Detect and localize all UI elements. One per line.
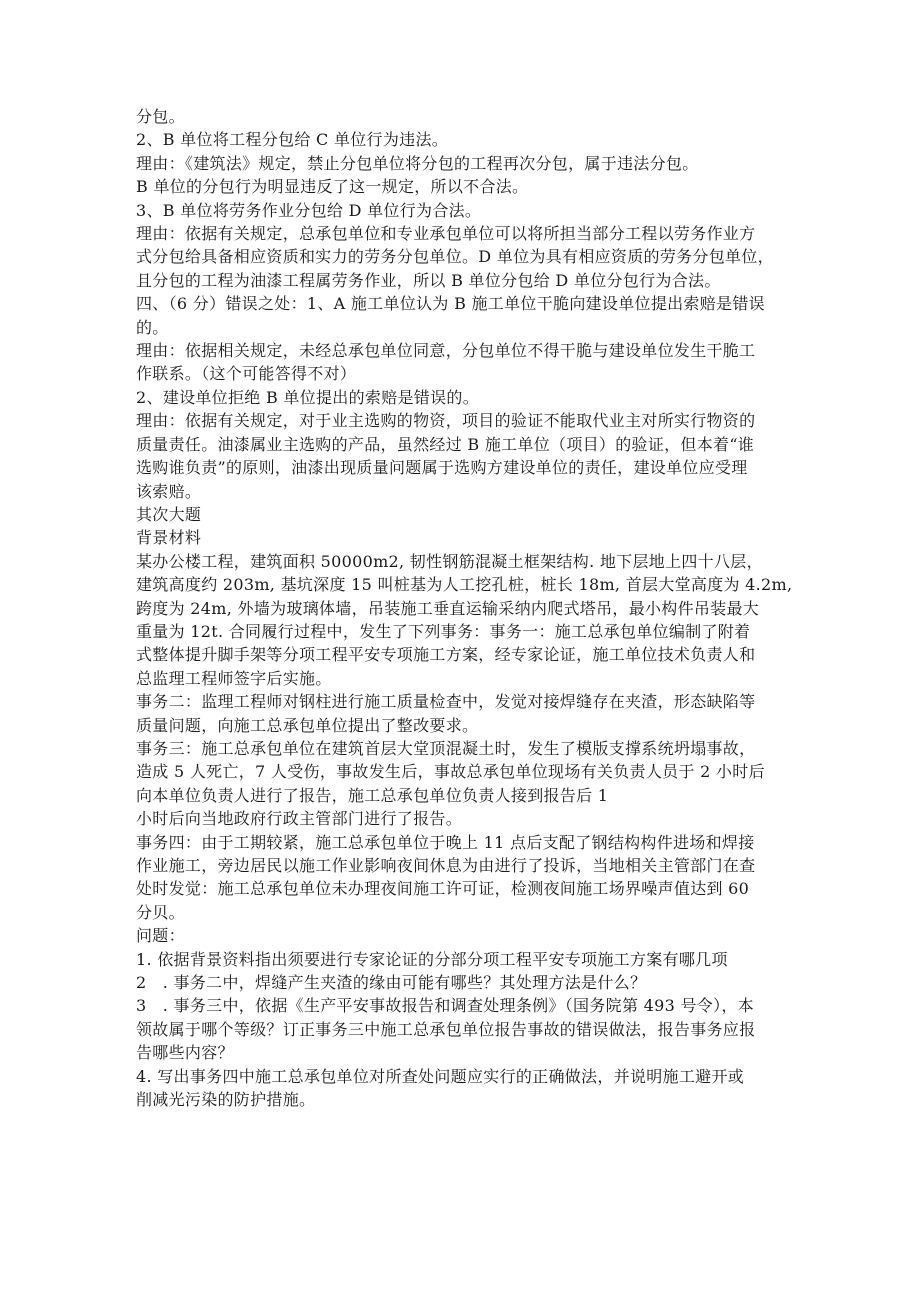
- text-line: 3 . 事务三中，依据《生产平安事故报告和调查处理条例》（国务院第 493 号令），本: [136, 996, 754, 1016]
- text-line: 4. 写出事务四中施工总承包单位对所查处问题应实行的正确做法，并说明施工避开或: [136, 1066, 745, 1086]
- text-line: 作联系。（这个可能答得不对）: [136, 364, 357, 384]
- text-line: 处时发觉：施工总承包单位未办理夜间施工许可证，检测夜间施工场界噪声值达到 60: [136, 879, 750, 899]
- text-line: 质量责任。油漆属业主选购的产品，虽然经过 B 施工单位（项目）的验证，但本着“谁: [136, 434, 755, 454]
- text-line: 四、（6 分）错误之处：1、A 施工单位认为 B 施工单位干脆向建设单位提出索赔是错误: [136, 294, 765, 314]
- text-line: 跨度为 24m, 外墙为玻璃体墙，吊装施工垂直运输采纳内爬式塔吊，最小构件吊装最大: [136, 598, 760, 618]
- text-line: 2 . 事务二中，焊缝产生夹渣的缘由可能有哪些？其处理方法是什么？: [136, 973, 647, 993]
- text-line: 总监理工程师签字后实施。: [136, 668, 332, 688]
- text-line: 作业施工，旁边居民以施工作业影响夜间休息为由进行了投诉，当地相关主管部门在查: [136, 856, 756, 875]
- text-line: 领故属于哪个等级？订正事务三中施工总承包单位报告事故的错误做法，报告事务应报: [136, 1019, 756, 1039]
- text-line: 告哪些内容？: [136, 1043, 234, 1063]
- text-line: 削减光污染的防护措施。: [136, 1090, 316, 1110]
- text-line: 理由：依据有关规定，对于业主选购的物资，项目的验证不能取代业主对所实行物资的: [136, 411, 756, 431]
- text-line: 理由：依据相关规定，未经总承包单位同意，分包单位不得干脆与建设单位发生干脆工: [136, 341, 756, 361]
- text-line: B 单位的分包行为明显违反了这一规定，所以不合法。: [136, 177, 529, 197]
- text-line: 理由：《建筑法》规定，禁止分包单位将分包的工程再次分包，属于违法分包。: [136, 153, 699, 173]
- text-line: 事务二：监理工程师对钢柱进行施工质量检查中，发觉对接焊缝存在夹渣，形态缺陷等: [136, 692, 756, 712]
- text-line: 的。: [136, 317, 169, 337]
- text-line: 造成 5 人死亡，7 人受伤，事故发生后，事故总承包单位现场有关负责人员于 2 小时后: [136, 762, 765, 782]
- text-line: 建筑高度约 203m, 基坑深度 15 叫桩基为人工挖孔桩，桩长 18m, 首层大堂高度为 4.2m,: [136, 575, 793, 595]
- text-line: 该索赔。: [136, 481, 202, 501]
- text-line: 选购谁负责”的原则，油漆出现质量问题属于选购方建设单位的责任，建设单位应受理: [136, 458, 748, 478]
- text-line: 重量为 12t. 合同履行过程中，发生了下列事务：事务一：施工总承包单位编制了附着: [136, 621, 751, 641]
- text-line: 3、B 单位将劳务作业分包给 D 单位行为合法。: [136, 200, 482, 220]
- text-line: 2、B 单位将工程分包给 C 单位行为违法。: [136, 130, 449, 150]
- text-line: 式整体提升脚手架等分项工程平安专项施工方案，经专家论证，施工单位技术负责人和: [136, 645, 756, 665]
- text-line: 分贝。: [136, 902, 185, 922]
- text-line: 小时后向当地政府行政主管部门进行了报告。: [136, 809, 463, 829]
- text-line: 事务四：由于工期较紧，施工总承包单位于晚上 11 点后支配了钢结构构件进场和焊接: [136, 832, 755, 852]
- document-body: [136, 105, 793, 1111]
- text-line: 其次大题: [136, 504, 202, 524]
- text-line: 2、建设单位拒绝 B 单位提出的索赔是错误的。: [136, 387, 480, 407]
- text-line: 向本单位负责人进行了报告，施工总承包单位负责人接到报告后 1: [136, 785, 609, 805]
- text-line: 某办公楼工程，建筑面积 50000m2, 韧性钢筋混凝土框架结构. 地下层地上四十八层，: [136, 551, 763, 571]
- text-line: 背景材料: [136, 528, 202, 548]
- text-line: 质量问题，向施工总承包单位提出了整改要求。: [136, 715, 479, 735]
- text-line: 1. 依据背景资料指出须要进行专家论证的分部分项工程平安专项施工方案有哪几项: [136, 949, 728, 969]
- text-line: 分包。: [136, 107, 185, 126]
- text-line: 事务三：施工总承包单位在建筑首层大堂顶混凝土时，发生了模版支撑系统坍塌事故，: [136, 738, 756, 758]
- text-line: 且分包的工程为油漆工程属劳务作业，所以 B 单位分包给 D 单位分包行为合法。: [136, 270, 721, 290]
- text-line: 问题：: [136, 926, 185, 946]
- text-line: 式分包给具备相应资质和实力的劳务分包单位。D 单位为具有相应资质的劳务分包单位，: [136, 247, 774, 267]
- text-line: 理由：依据有关规定，总承包单位和专业承包单位可以将所担当部分工程以劳务作业方: [136, 224, 756, 244]
